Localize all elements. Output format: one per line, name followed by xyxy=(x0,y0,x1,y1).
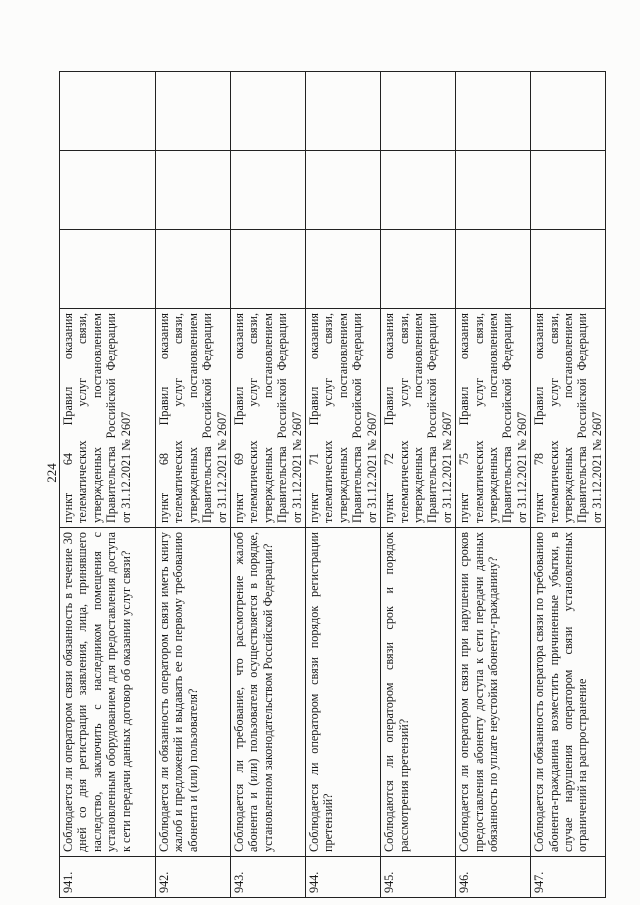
empty-cell xyxy=(60,72,156,151)
row-number: 947. xyxy=(531,857,606,898)
row-number: 943. xyxy=(231,857,306,898)
requirement-question: Соблюдается ли обязанность оператора связи по требованию абонента-гражданина возместить причиненные убытки, в случае нарушения оператором связи установленных ограничений на распространение xyxy=(531,528,606,857)
legal-reference: пункт 75 Правил оказания телематических услуг связи, утвержденных постановлением Правительства Российской Федерации от 31.12.2021 № 2607 xyxy=(456,309,531,528)
empty-cell xyxy=(231,151,306,230)
empty-cell xyxy=(381,151,456,230)
requirement-question: Соблюдается ли оператором связи при нарушении сроков предоставления абоненту доступа к сети передачи данных обязанность по уплате неустойки абоненту-гражданину? xyxy=(456,528,531,857)
row-number: 944. xyxy=(306,857,381,898)
table-row xyxy=(60,72,156,898)
legal-reference: пункт 71 Правил оказания телематических услуг связи, утвержденных постановлением Правительства Российской Федерации от 31.12.2021 № 2607 xyxy=(306,309,381,528)
empty-cell xyxy=(306,230,381,309)
rotated-table-sheet xyxy=(59,0,604,898)
empty-cell xyxy=(456,151,531,230)
legal-reference: пункт 68 Правил оказания телематических услуг связи, утвержденных постановлением Правительства Российской Федерации от 31.12.2021 № 2607 xyxy=(156,309,231,528)
empty-cell xyxy=(456,230,531,309)
empty-cell xyxy=(60,230,156,309)
legal-reference: пункт 72 Правил оказания телематических услуг связи, утвержденных постановлением Правительства Российской Федерации от 31.12.2021 № 2607 xyxy=(381,309,456,528)
requirement-question: Соблюдается ли обязанность оператором связи иметь книгу жалоб и предложений и выдавать ее по первому требованию абонента и (или) пользователя? xyxy=(156,528,231,857)
empty-cell xyxy=(381,230,456,309)
legal-reference: пункт 78 Правил оказания телематических услуг связи, утвержденных постановлением Правительства Российской Федерации от 31.12.2021 № 2607 xyxy=(531,309,606,528)
empty-cell xyxy=(456,72,531,151)
requirement-question: Соблюдается ли оператором связи обязанность в течение 30 дней со дня регистрации заявления, лица, принявшего наследство, заключить с наследником помещения с установленным оборудованием для предоставления доступа к сети передачи данных договор об оказании услуг связи? xyxy=(60,528,156,857)
page-number: 224 xyxy=(43,463,59,483)
row-number: 941. xyxy=(60,857,156,898)
empty-cell xyxy=(306,72,381,151)
requirement-question: Соблюдаются ли оператором связи срок и порядок рассмотрения претензий? xyxy=(381,528,456,857)
empty-cell xyxy=(156,72,231,151)
empty-cell xyxy=(531,230,606,309)
empty-cell xyxy=(60,151,156,230)
empty-cell xyxy=(156,230,231,309)
table-row xyxy=(531,72,606,898)
empty-cell xyxy=(306,151,381,230)
legal-reference: пункт 64 Правил оказания телематических услуг связи, утвержденных постановлением Правительства Российской Федерации от 31.12.2021 № 2607 xyxy=(60,309,156,528)
row-number: 942. xyxy=(156,857,231,898)
row-number: 945. xyxy=(381,857,456,898)
table-row xyxy=(456,72,531,898)
requirements-table xyxy=(59,71,606,898)
requirement-question: Соблюдается ли требование, что рассмотрение жалоб абонента и (или) пользователя осуществляется в порядке, установленном законодательством Российской Федерации? xyxy=(231,528,306,857)
table-row xyxy=(231,72,306,898)
empty-cell xyxy=(231,230,306,309)
table-row xyxy=(381,72,456,898)
table-row xyxy=(306,72,381,898)
requirement-question: Соблюдается ли оператором связи порядок регистрации претензий? xyxy=(306,528,381,857)
legal-reference: пункт 69 Правил оказания телематических услуг связи, утвержденных постановлением Правительства Российской Федерации от 31.12.2021 № 2607 xyxy=(231,309,306,528)
empty-cell xyxy=(531,151,606,230)
empty-cell xyxy=(156,151,231,230)
empty-cell xyxy=(381,72,456,151)
row-number: 946. xyxy=(456,857,531,898)
empty-cell xyxy=(531,72,606,151)
table-row xyxy=(156,72,231,898)
empty-cell xyxy=(231,72,306,151)
